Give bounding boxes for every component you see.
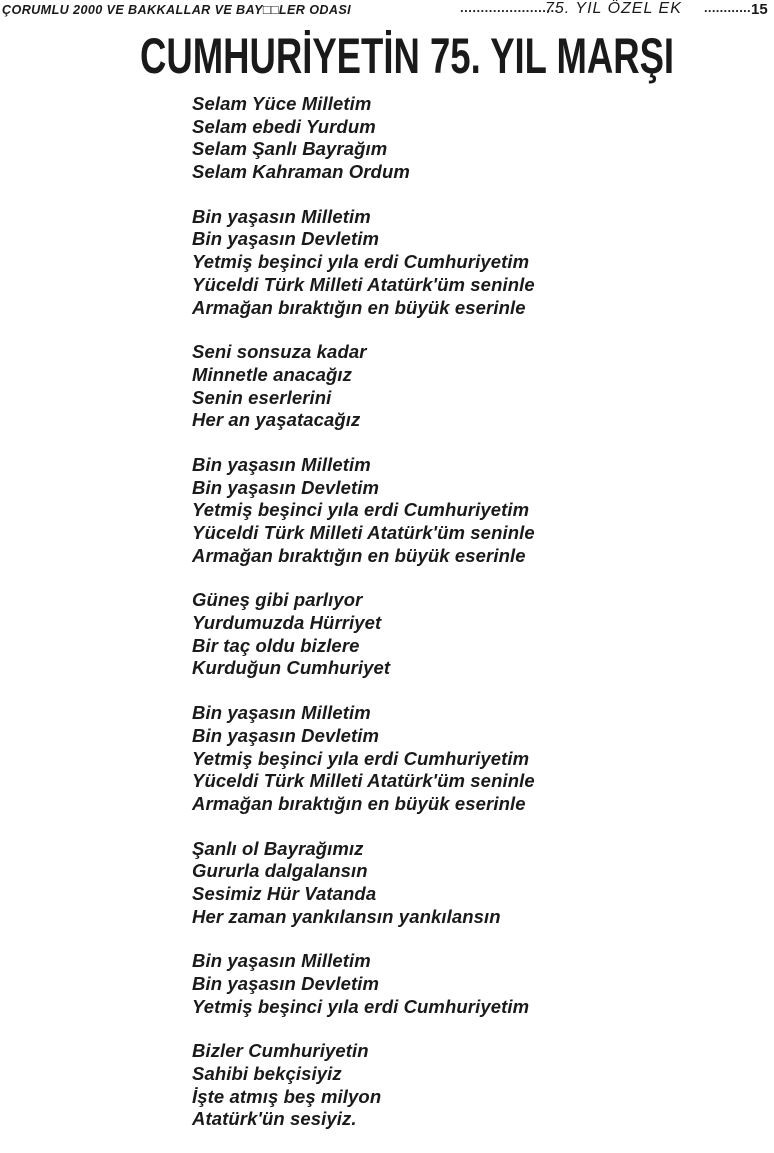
poem-line: Kurduğun Cumhuriyet bbox=[192, 657, 391, 679]
poem-line: İşte atmış beş milyon bbox=[192, 1085, 382, 1107]
poem-line: Selam Yüce Milletim bbox=[192, 93, 372, 114]
poem-line: Yüceldi Türk Milleti Atatürk'üm seninle bbox=[192, 770, 535, 792]
poem-line: Bin yaşasın Devletim bbox=[192, 724, 380, 746]
poem-line: Selam ebedi Yurdum bbox=[192, 115, 376, 137]
poem-line: Armağan bıraktığın en büyük eserinle bbox=[192, 544, 526, 566]
poem-line: Yetmiş beşinci yıla erdi Cumhuriyetim bbox=[192, 747, 530, 769]
poem-line: Bin yaşasın Devletim bbox=[192, 228, 380, 250]
poem-line: Bin yaşasın Devletim bbox=[192, 973, 380, 994]
stanza bbox=[192, 1040, 752, 1131]
poem-line: Yüceldi Türk Milleti Atatürk'üm seninle bbox=[192, 273, 535, 295]
poem-line: Bin yaşasın Milletim bbox=[192, 205, 371, 227]
stanza bbox=[192, 454, 752, 567]
stanza bbox=[192, 838, 752, 929]
poem-line: Sesimiz Hür Vatanda bbox=[192, 882, 377, 904]
poem-body bbox=[192, 93, 752, 1153]
poem-line: Seni sonsuza kadar bbox=[192, 341, 367, 363]
stanza bbox=[192, 950, 752, 1018]
page-title: CUMHURİYETİN 75. YIL MARŞI bbox=[140, 28, 675, 84]
poem-line: Şanlı ol Bayrağımız bbox=[192, 837, 364, 859]
poem-line: Senin eserlerini bbox=[192, 386, 332, 408]
poem-line: Atatürk'ün sesiyiz. bbox=[192, 1108, 357, 1130]
poem-line: Gururla dalgalansın bbox=[192, 860, 368, 882]
poem-line: Her an yaşatacağız bbox=[192, 409, 361, 431]
poem-line: Selam Şanlı Bayrağım bbox=[192, 138, 388, 160]
poem-line: Yetmiş beşinci yıla erdi Cumhuriyetim bbox=[192, 251, 530, 273]
poem-line: Her zaman yankılansın yankılansın bbox=[192, 905, 501, 927]
stanza bbox=[192, 93, 752, 184]
poem-line: Bin yaşasın Milletim bbox=[192, 702, 371, 724]
poem-line: Güneş gibi parlıyor bbox=[192, 589, 363, 611]
poem-line: Bir taç oldu bizlere bbox=[192, 634, 360, 656]
special-edition-label: 75. YIL ÖZEL EK bbox=[545, 0, 682, 17]
poem-line: Yetmiş beşinci yıla erdi Cumhuriyetim bbox=[192, 499, 530, 521]
publication-name: ÇORUMLU 2000 VE BAKKALLAR VE BAY□□LER ODASI bbox=[2, 2, 352, 17]
poem-line: Yetmiş beşinci yıla erdi Cumhuriyetim bbox=[192, 995, 530, 1017]
poem-line: Minnetle anacağız bbox=[192, 363, 353, 385]
dot-leader: ........................ bbox=[460, 0, 559, 15]
stanza bbox=[192, 589, 752, 680]
poem-line: Bin yaşasın Milletim bbox=[192, 453, 371, 475]
poem-line: Yüceldi Türk Milleti Atatürk'üm seninle bbox=[192, 522, 535, 543]
poem-line: Bin yaşasın Milletim bbox=[192, 950, 371, 972]
stanza bbox=[192, 702, 752, 815]
poem-line: Bizler Cumhuriyetin bbox=[192, 1040, 369, 1062]
poem-line: Armağan bıraktığın en büyük eserinle bbox=[192, 296, 526, 318]
dot-leader: ............ bbox=[704, 0, 751, 15]
poem-line: Sahibi bekçisiyiz bbox=[192, 1063, 342, 1085]
poem-line: Yurdumuzda Hürriyet bbox=[192, 612, 382, 634]
poem-line: Bin yaşasın Devletim bbox=[192, 476, 380, 498]
page-header bbox=[0, 0, 774, 22]
page-number: 15 bbox=[751, 1, 768, 18]
stanza bbox=[192, 206, 752, 319]
poem-line: Armağan bıraktığın en büyük eserinle bbox=[192, 792, 526, 814]
poem-line: Selam Kahraman Ordum bbox=[192, 161, 410, 183]
stanza bbox=[192, 341, 752, 432]
